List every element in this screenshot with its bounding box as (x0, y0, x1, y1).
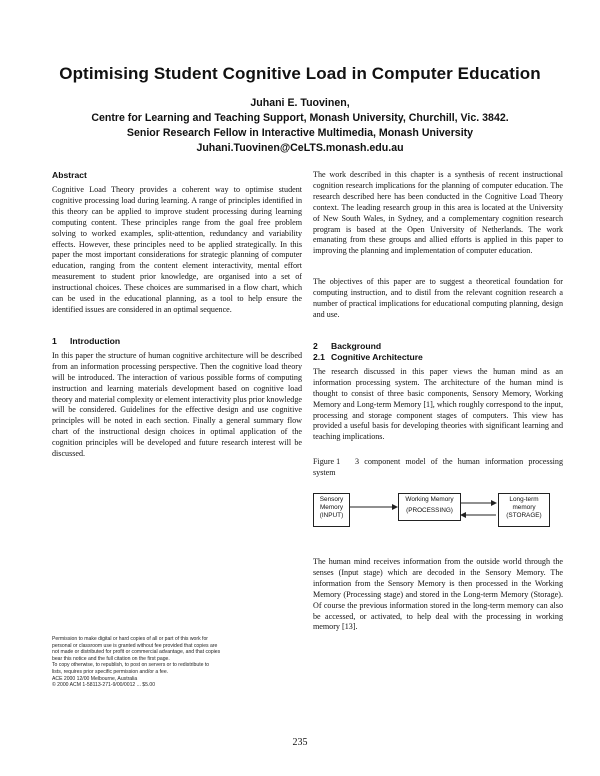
abstract-heading: Abstract (52, 170, 87, 180)
page-number: 235 (292, 737, 308, 748)
left-column (52, 170, 302, 460)
author-block (20, 96, 580, 156)
author-position: Senior Research Fellow in Interactive Multimedia, Monash University (126, 127, 474, 139)
figure-label: Figure 1 (313, 457, 341, 467)
long-term-memory-box (498, 493, 550, 527)
box-label: (STORAGE) (506, 512, 542, 520)
post-figure-text: The human mind receives information from the outside world through the senses (Input stage) which are decoded in the Sensory Memory. The information from the Sensory Memory is then processed in the Working Memory (Processing stage) and stored in the Long-term Memory (Storage). Of course the previous information stored in the long-term memory can also be accessed, or activated, to help deal with the processing in working memory [13]. (313, 557, 563, 632)
copyright-notice (52, 636, 302, 689)
right-column (313, 170, 563, 633)
subsection-title: Cognitive Architecture (331, 351, 423, 362)
box-label: (PROCESSING) (406, 507, 453, 515)
box-label: memory (512, 504, 536, 512)
copyright-line: bear this notice and the full citation on the first page. (52, 655, 170, 662)
section-number: 2 (313, 340, 318, 351)
section-number: 1 (52, 335, 57, 346)
sensory-memory-box (313, 493, 350, 527)
section-heading-introduction (52, 336, 302, 346)
cognitive-architecture-text: The research discussed in this paper views the human mind as an information processing system. The architecture of the human mind is thought to consist of three basic components, Sensory Memory, Working Memory and Long-term Memory [1], which roughly correspond to the input, processing and storage component stages of computers. This view has provided a useful basis for developing theories with significant learning and teaching implications. (313, 366, 563, 442)
section-title: Introduction (70, 335, 121, 346)
box-label: (INPUT) (319, 512, 344, 520)
abstract-text: Cognitive Load Theory provides a coherent way to optimise student cognitive processing load during learning. A range of principles identified in this theory can be applied to improve student processing during learning computing content. These principles range from the goal free problem solving to worked examples, split-attention, redundancy and variability effects. However, these principles need to be applied strategically. In this paper the most important considerations for strategic planning of computer education, ranging from the content element interactivity, mental effort measurement to student prior knowledge, are organised into a set of instructional choices. These choices are summarised in a flow chart, which can be used in the educational planning, as a tool to help ensure the identified issues are considered in an optimal sequence. (52, 185, 302, 314)
copyright-line: lists, requires prior specific permission and/or a fee. (52, 668, 169, 675)
figure-caption (313, 457, 563, 479)
introduction-text: In this paper the structure of human cognitive architecture will be described from an information processing perspective. Then the cognitive load theory will be introduced. The interaction of various possible forms of computing instruction and learning materials development based on cognitive load theory and material complexity or element interactivity plus prior knowledge will be considered. Guidelines for the effective design and use cognitive principles will be noted in each section. Finally a general summary flow chart of the instructional design choices in optimal application of the cognition principles will be developed and future research interest will be discussed. (52, 350, 302, 459)
section-title: Background (331, 340, 382, 351)
figure-caption-text: 3 component model of the human information processing system (313, 457, 563, 478)
copyright-line: ACE 2000 12/00 Melbourne, Australia (52, 675, 138, 682)
box-label: Long-term (509, 496, 539, 504)
box-label: Working Memory (405, 496, 454, 504)
subsection-heading-cognitive-architecture (313, 352, 563, 362)
working-memory-box (398, 493, 461, 521)
paper-title: Optimising Student Cognitive Load in Computer Education (59, 64, 541, 83)
author-affiliation: Centre for Learning and Teaching Support, Monash University, Churchill, Vic. 3842. (91, 112, 509, 124)
author-name: Juhani E. Tuovinen, (250, 97, 350, 109)
section-heading-background (313, 341, 563, 351)
body-paragraph: The work described in this chapter is a synthesis of recent instructional cognition research implications for the planning of computer education. The research described here has been conducted in the Cognitive Load Theory context. The leading research group in this area is located at the University of New South Wales, in Sydney, and a complementary cognition research program is based at the Open University of Netherlands. The work emanating from these groups and allied efforts is applied in this paper to improving the planning and implementation of computer education. (313, 170, 563, 256)
box-label: Sensory (319, 496, 344, 504)
author-email: Juhani.Tuovinen@CeLTS.monash.edu.au (196, 142, 404, 154)
copyright-line: Permission to make digital or hard copies of all or part of this work for (52, 636, 208, 642)
body-paragraph: The objectives of this paper are to suggest a theoretical foundation for computing instruction, and to distil from the relevant cognition research a number of practical implications for educational computing planning, design and use. (313, 277, 563, 319)
copyright-line: To copy otherwise, to republish, to post on servers or to redistribute to (52, 662, 210, 669)
figure-diagram (313, 487, 563, 549)
copyright-line: not made or distributed for profit or commercial advantage, and that copies (52, 649, 221, 656)
box-label: Memory (319, 504, 344, 512)
copyright-line: personal or classroom use is granted without fee provided that copies are (52, 642, 218, 649)
copyright-line: © 2000 ACM 1-58113-271-9/00/0012 ... $5.00 (52, 682, 156, 689)
subsection-number: 2.1 (313, 351, 325, 362)
